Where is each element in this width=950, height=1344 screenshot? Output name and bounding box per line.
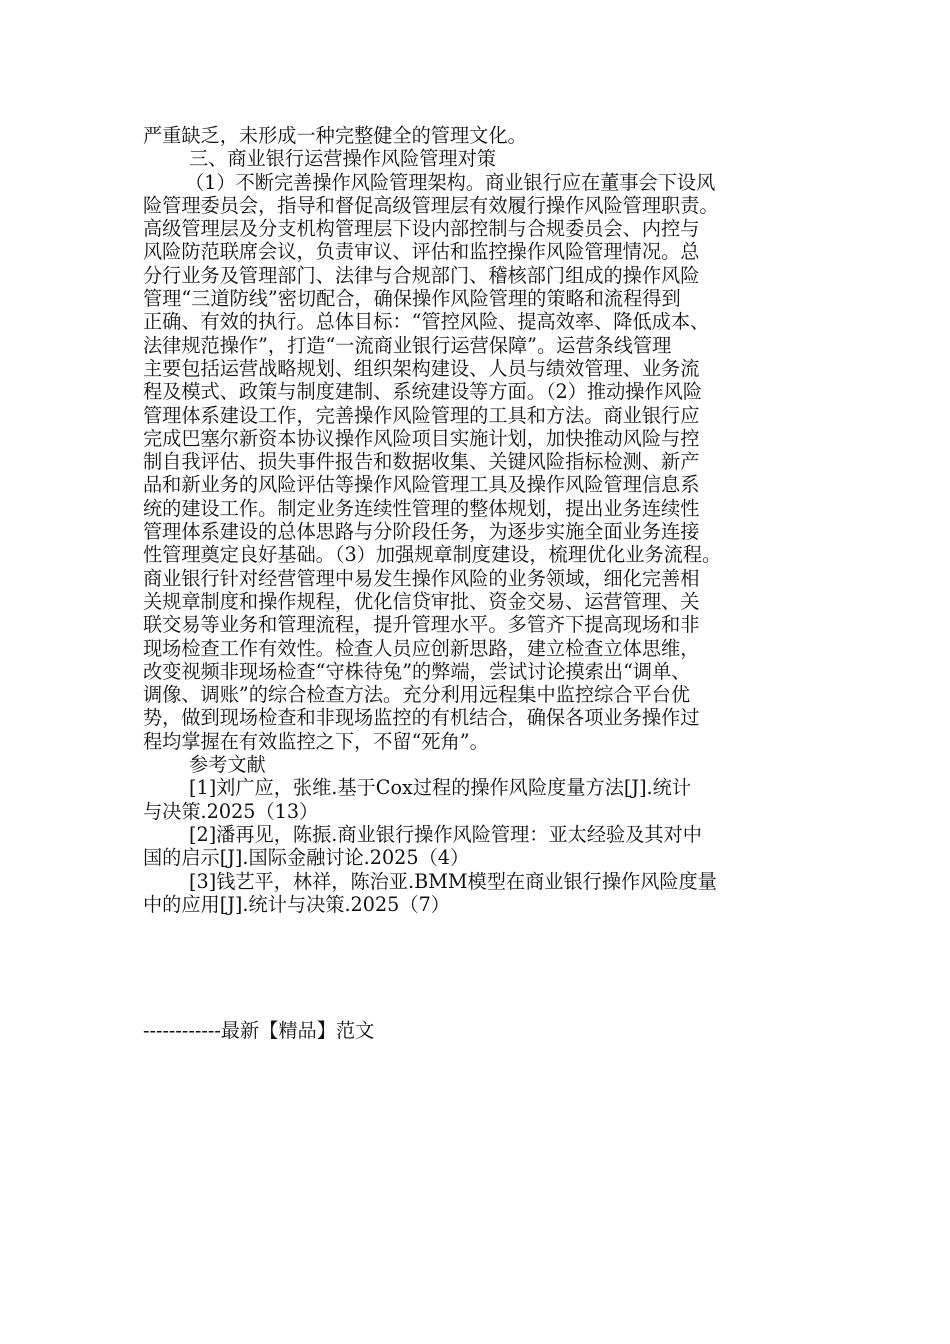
- text-line: 完成巴塞尔新资本协议操作风险项目实施计划，加快推动风险与控: [143, 426, 700, 450]
- text-line: 管理“三道防线”密切配合，确保操作风险管理的策略和流程得到: [143, 287, 681, 311]
- text-line: 制自我评估、损失事件报告和数据收集、关键风险指标检测、新产: [143, 450, 700, 474]
- reference-item-cont: 国的启示[J].国际金融讨论.2025（4）: [143, 846, 470, 870]
- text-line: 性管理奠定良好基础。（3）加强规章制度建设，梳理优化业务流程。: [143, 543, 722, 567]
- text-line: 统的建设工作。制定业务连续性管理的整体规划，提出业务连续性: [143, 496, 700, 520]
- reference-item-cont: 与决策.2025（13）: [143, 799, 319, 823]
- text-line: 法律规范操作”，打造“一流商业银行运营保障”。运营条线管理: [143, 333, 672, 357]
- text-line: 程及模式、政策与制度建制、系统建设等方面。（2）推动操作风险: [143, 380, 703, 404]
- footer-banner: ------------最新【精品】范文: [143, 1019, 375, 1042]
- text-line: （1）不断完善操作风险管理架构。商业银行应在董事会下设风: [185, 170, 716, 194]
- reference-item: [3]钱艺平，林祥，陈治亚.BMM模型在商业银行操作风险度量: [189, 869, 717, 893]
- text-line: 高级管理层及分支机构管理层下设内部控制与合规委员会、内控与: [143, 217, 700, 241]
- text-line: 商业银行针对经营管理中易发生操作风险的业务领域，细化完善相: [143, 566, 700, 590]
- text-line: 品和新业务的风险评估等操作风险管理工具及操作风险管理信息系: [143, 473, 700, 497]
- text-line: 险管理委员会，指导和督促高级管理层有效履行操作风险管理职责。: [143, 193, 719, 217]
- text-line: 程均掌握在有效监控之下，不留“死角”。: [143, 729, 489, 753]
- text-line: 分行业务及管理部门、法律与合规部门、稽核部门组成的操作风险: [143, 263, 700, 287]
- section-heading: 三、商业银行运营操作风险管理对策: [189, 147, 496, 171]
- text-line: 主要包括运营战略规划、组织架构建设、人员与绩效管理、业务流: [143, 356, 700, 380]
- text-line: 正确、有效的执行。总体目标：“管控风险、提高效率、降低成本、: [143, 310, 710, 334]
- reference-item: [1]刘广应，张维.基于Cox过程的操作风险度量方法[J].统计: [189, 776, 692, 800]
- text-line: 关规章制度和操作规程，优化信贷审批、资金交易、运营管理、关: [143, 589, 700, 613]
- document-body: [143, 124, 803, 916]
- text-line: 改变视频非现场检查“守株待兔”的弊端，尝试讨论摸索出“调单、: [143, 659, 691, 683]
- references-heading: 参考文献: [189, 753, 266, 777]
- text-line: 势，做到现场检查和非现场监控的有机结合，确保各项业务操作过: [143, 706, 700, 730]
- text-line: 风险防范联席会议，负责审议、评估和监控操作风险管理情况。总: [143, 240, 700, 264]
- reference-item-cont: 中的应用[J].统计与决策.2025（7）: [143, 892, 450, 916]
- text-line: 现场检查工作有效性。检查人员应创新思路，建立检查立体思维，: [143, 636, 700, 660]
- text-line: 管理体系建设的总体思路与分阶段任务，为逐步实施全面业务连接: [143, 520, 700, 544]
- text-line: 管理体系建设工作，完善操作风险管理的工具和方法。商业银行应: [143, 403, 700, 427]
- text-line: 严重缺乏，未形成一种完整健全的管理文化。: [143, 124, 527, 147]
- reference-item: [2]潘再见，陈振.商业银行操作风险管理：亚太经验及其对中: [189, 822, 702, 846]
- text-line: 联交易等业务和管理流程，提升管理水平。多管齐下提高现场和非: [143, 613, 700, 637]
- text-line: 调像、调账”的综合检查方法。充分利用远程集中监控综合平台优: [143, 683, 691, 707]
